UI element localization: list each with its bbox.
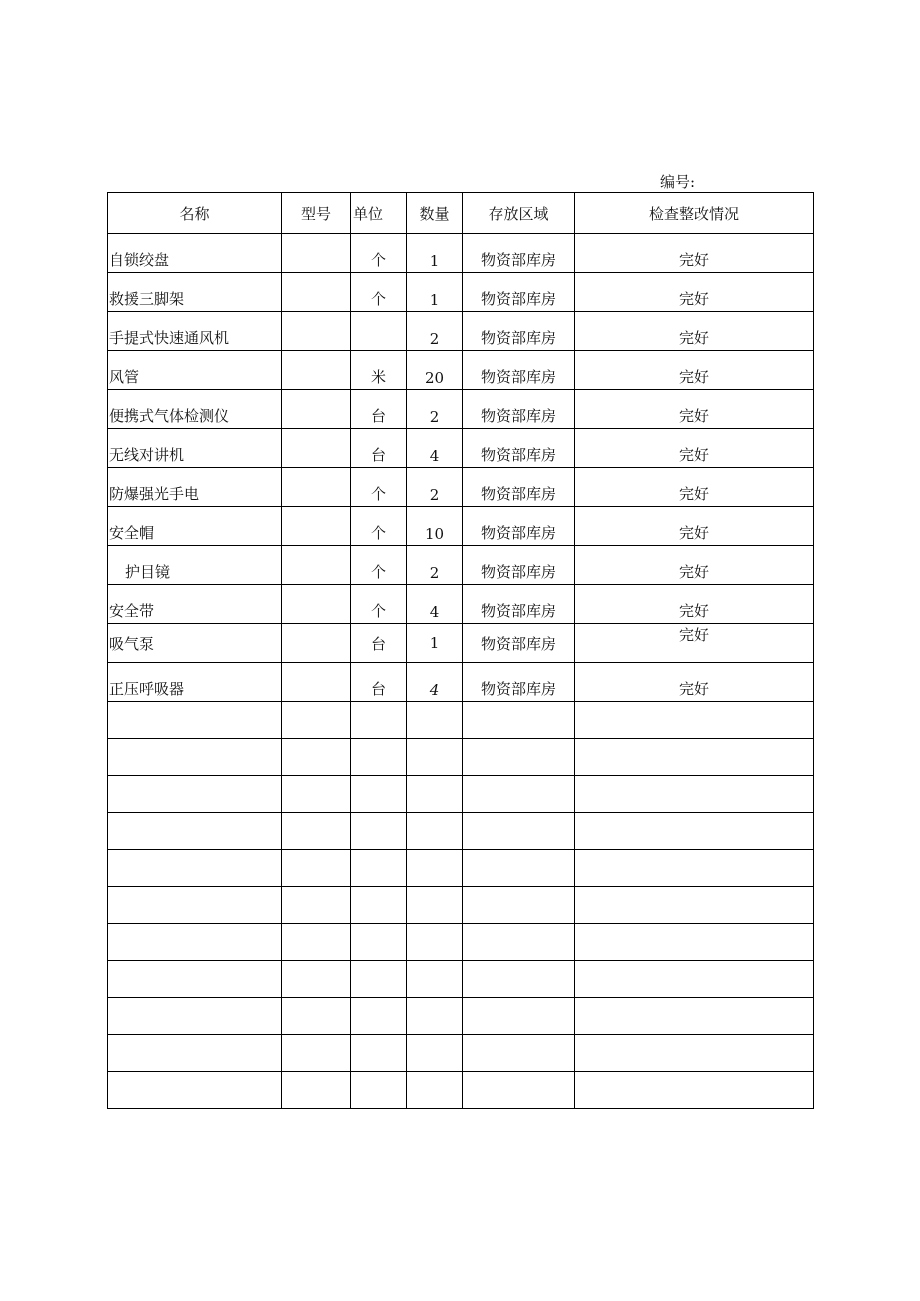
cell-status: 完好 bbox=[575, 507, 814, 546]
table-row bbox=[108, 234, 814, 273]
cell-unit: 个 bbox=[351, 468, 407, 507]
equipment-inventory-table bbox=[107, 192, 814, 1109]
empty-cell bbox=[351, 887, 407, 924]
cell-status: 完好 bbox=[575, 351, 814, 390]
header-model: 型号 bbox=[282, 193, 351, 234]
cell-unit bbox=[351, 312, 407, 351]
cell-quantity: 20 bbox=[407, 351, 463, 390]
cell-model bbox=[282, 624, 351, 663]
cell-model bbox=[282, 546, 351, 585]
empty-cell bbox=[575, 776, 814, 813]
cell-status: 完好 bbox=[575, 390, 814, 429]
cell-unit: 个 bbox=[351, 585, 407, 624]
empty-cell bbox=[351, 739, 407, 776]
empty-cell bbox=[351, 850, 407, 887]
table-row bbox=[108, 351, 814, 390]
cell-quantity: 2 bbox=[407, 390, 463, 429]
table-row-empty bbox=[108, 998, 814, 1035]
empty-cell bbox=[351, 813, 407, 850]
empty-cell bbox=[575, 702, 814, 739]
empty-cell bbox=[108, 702, 282, 739]
document-number-label: 编号: bbox=[660, 173, 696, 191]
cell-unit: 个 bbox=[351, 234, 407, 273]
empty-cell bbox=[351, 1035, 407, 1072]
empty-cell bbox=[282, 813, 351, 850]
cell-unit: 台 bbox=[351, 663, 407, 702]
cell-area: 物资部库房 bbox=[463, 429, 575, 468]
table-row-empty bbox=[108, 961, 814, 998]
empty-cell bbox=[282, 924, 351, 961]
empty-cell bbox=[108, 850, 282, 887]
empty-cell bbox=[282, 1035, 351, 1072]
cell-model bbox=[282, 468, 351, 507]
cell-status: 完好 bbox=[575, 429, 814, 468]
cell-name: 吸气泵 bbox=[108, 624, 282, 663]
cell-area: 物资部库房 bbox=[463, 468, 575, 507]
cell-unit: 台 bbox=[351, 624, 407, 663]
cell-area: 物资部库房 bbox=[463, 312, 575, 351]
empty-cell bbox=[282, 998, 351, 1035]
empty-cell bbox=[108, 887, 282, 924]
table-row bbox=[108, 468, 814, 507]
empty-cell bbox=[463, 1072, 575, 1109]
cell-model bbox=[282, 273, 351, 312]
empty-cell bbox=[575, 998, 814, 1035]
empty-cell bbox=[575, 887, 814, 924]
cell-status: 完好 bbox=[575, 273, 814, 312]
cell-quantity: 2 bbox=[407, 546, 463, 585]
empty-cell bbox=[575, 813, 814, 850]
empty-cell bbox=[463, 961, 575, 998]
table-row bbox=[108, 663, 814, 702]
empty-cell bbox=[351, 924, 407, 961]
cell-name-text: 护目镜 bbox=[125, 563, 171, 581]
table-header-row bbox=[108, 193, 814, 234]
cell-unit: 个 bbox=[351, 273, 407, 312]
empty-cell bbox=[575, 850, 814, 887]
empty-cell bbox=[463, 813, 575, 850]
empty-cell bbox=[282, 739, 351, 776]
cell-name: 安全带 bbox=[108, 585, 282, 624]
table-row bbox=[108, 507, 814, 546]
empty-cell bbox=[463, 702, 575, 739]
empty-cell bbox=[463, 776, 575, 813]
empty-cell bbox=[282, 702, 351, 739]
cell-status: 完好 bbox=[575, 312, 814, 351]
empty-cell bbox=[575, 924, 814, 961]
cell-unit: 台 bbox=[351, 390, 407, 429]
empty-cell bbox=[463, 850, 575, 887]
cell-model bbox=[282, 429, 351, 468]
cell-status: 完好 bbox=[575, 234, 814, 273]
cell-name: 防爆强光手电 bbox=[108, 468, 282, 507]
empty-cell bbox=[407, 998, 463, 1035]
empty-cell bbox=[407, 887, 463, 924]
cell-status: 完好 bbox=[575, 663, 814, 702]
cell-quantity: 4 bbox=[407, 585, 463, 624]
empty-cell bbox=[108, 776, 282, 813]
empty-cell bbox=[575, 1035, 814, 1072]
cell-name: 无线对讲机 bbox=[108, 429, 282, 468]
header-check-status: 检查整改情况 bbox=[575, 193, 814, 234]
cell-status: 完好 bbox=[575, 546, 814, 585]
cell-model bbox=[282, 585, 351, 624]
cell-quantity: 1 bbox=[407, 624, 463, 663]
empty-cell bbox=[108, 1035, 282, 1072]
cell-quantity: 10 bbox=[407, 507, 463, 546]
cell-name: 自锁绞盘 bbox=[108, 234, 282, 273]
empty-cell bbox=[108, 739, 282, 776]
cell-unit: 个 bbox=[351, 507, 407, 546]
cell-name: 安全帽 bbox=[108, 507, 282, 546]
table-row-empty bbox=[108, 739, 814, 776]
empty-cell bbox=[282, 1072, 351, 1109]
empty-cell bbox=[463, 1035, 575, 1072]
empty-cell bbox=[108, 924, 282, 961]
empty-cell bbox=[282, 961, 351, 998]
cell-area: 物资部库房 bbox=[463, 663, 575, 702]
cell-quantity: 4 bbox=[407, 663, 463, 702]
empty-cell bbox=[407, 961, 463, 998]
empty-cell bbox=[108, 813, 282, 850]
empty-cell bbox=[351, 1072, 407, 1109]
empty-cell bbox=[351, 702, 407, 739]
header-name: 名称 bbox=[108, 193, 282, 234]
cell-name: 正压呼吸器 bbox=[108, 663, 282, 702]
empty-cell bbox=[351, 776, 407, 813]
cell-unit: 个 bbox=[351, 546, 407, 585]
cell-quantity: 2 bbox=[407, 468, 463, 507]
cell-area: 物资部库房 bbox=[463, 624, 575, 663]
cell-name: 风管 bbox=[108, 351, 282, 390]
empty-cell bbox=[351, 961, 407, 998]
cell-status: 完好 bbox=[575, 585, 814, 624]
empty-cell bbox=[463, 887, 575, 924]
cell-area: 物资部库房 bbox=[463, 273, 575, 312]
table-row bbox=[108, 585, 814, 624]
header-storage-area: 存放区域 bbox=[463, 193, 575, 234]
cell-area: 物资部库房 bbox=[463, 351, 575, 390]
table-row-empty bbox=[108, 850, 814, 887]
cell-area: 物资部库房 bbox=[463, 234, 575, 273]
empty-cell bbox=[108, 1072, 282, 1109]
empty-cell bbox=[463, 924, 575, 961]
table-row bbox=[108, 273, 814, 312]
table-row bbox=[108, 546, 814, 585]
empty-cell bbox=[575, 1072, 814, 1109]
cell-model bbox=[282, 390, 351, 429]
empty-cell bbox=[407, 850, 463, 887]
cell-area: 物资部库房 bbox=[463, 546, 575, 585]
table-row-empty bbox=[108, 813, 814, 850]
table-row-empty bbox=[108, 702, 814, 739]
cell-model bbox=[282, 351, 351, 390]
cell-area: 物资部库房 bbox=[463, 390, 575, 429]
empty-cell bbox=[407, 702, 463, 739]
cell-quantity: 4 bbox=[407, 429, 463, 468]
cell-model bbox=[282, 312, 351, 351]
table-row bbox=[108, 429, 814, 468]
empty-cell bbox=[575, 739, 814, 776]
header-unit: 单位 bbox=[351, 193, 407, 234]
empty-cell bbox=[351, 998, 407, 1035]
cell-unit: 米 bbox=[351, 351, 407, 390]
cell-quantity: 2 bbox=[407, 312, 463, 351]
cell-name bbox=[108, 546, 282, 585]
empty-cell bbox=[407, 776, 463, 813]
cell-quantity: 1 bbox=[407, 234, 463, 273]
table-row bbox=[108, 624, 814, 663]
cell-name: 救援三脚架 bbox=[108, 273, 282, 312]
table-row bbox=[108, 390, 814, 429]
empty-cell bbox=[407, 739, 463, 776]
empty-cell bbox=[407, 924, 463, 961]
cell-name: 便携式气体检测仪 bbox=[108, 390, 282, 429]
table-row-empty bbox=[108, 1035, 814, 1072]
empty-cell bbox=[407, 1035, 463, 1072]
cell-status: 完好 bbox=[575, 468, 814, 507]
table-row-empty bbox=[108, 924, 814, 961]
table-row-empty bbox=[108, 1072, 814, 1109]
header-quantity: 数量 bbox=[407, 193, 463, 234]
cell-model bbox=[282, 234, 351, 273]
cell-unit: 台 bbox=[351, 429, 407, 468]
table-row-empty bbox=[108, 887, 814, 924]
empty-cell bbox=[407, 1072, 463, 1109]
empty-cell bbox=[575, 961, 814, 998]
cell-name: 手提式快速通风机 bbox=[108, 312, 282, 351]
empty-cell bbox=[463, 998, 575, 1035]
empty-cell bbox=[463, 739, 575, 776]
empty-cell bbox=[282, 776, 351, 813]
empty-cell bbox=[407, 813, 463, 850]
cell-status: 完好 bbox=[575, 624, 814, 663]
table-row-empty bbox=[108, 776, 814, 813]
empty-cell bbox=[282, 887, 351, 924]
cell-model bbox=[282, 507, 351, 546]
cell-quantity: 1 bbox=[407, 273, 463, 312]
empty-cell bbox=[282, 850, 351, 887]
cell-area: 物资部库房 bbox=[463, 507, 575, 546]
cell-model bbox=[282, 663, 351, 702]
empty-cell bbox=[108, 998, 282, 1035]
table-row bbox=[108, 312, 814, 351]
empty-cell bbox=[108, 961, 282, 998]
cell-area: 物资部库房 bbox=[463, 585, 575, 624]
